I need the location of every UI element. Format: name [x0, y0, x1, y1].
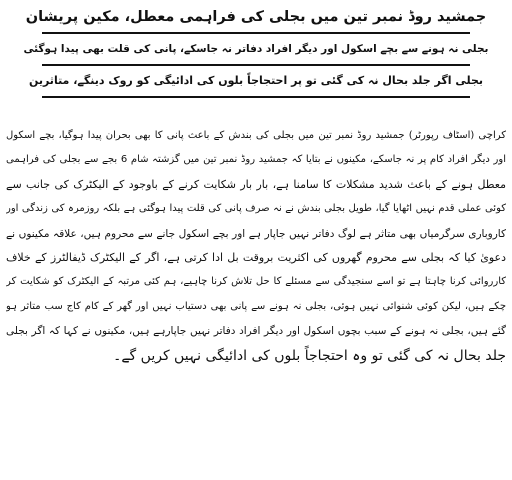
headline-divider-2	[42, 64, 470, 66]
body-line: چکے ہیں، لیکن کوئی شنوائی نہیں ہوئی، بجلی نہ ہونے سے پانی بھی دستیاب نہیں اور گھر کے کام کاج سب متاثر ہو	[6, 300, 506, 312]
headline-main: جمشید روڈ نمبر تین میں بجلی کی فراہمی معطل، مکین پریشان	[25, 9, 487, 25]
body-line: کوئی عملی قدم نہیں اٹھایا گیا، طویل بجلی بندش نے نہ صرف پانی کی قلت پیدا ہوگئی ہے بلکہ روزمرہ کی زندگی اور	[6, 203, 506, 215]
headline-divider-3	[42, 96, 470, 98]
article-body	[6, 124, 506, 368]
body-line: دعویٰ کیا کہ بجلی سے محروم گھروں کی اکثریت بروقت بل ادا کرتی ہے، اگر کے الیکٹرک ڈیفالٹرز کے خلاف	[6, 251, 506, 265]
body-line: کاروباری سرگرمیاں بھی متاثر ہے لوگ دفاتر نہیں جاپار ہے اور بچے اسکول جانے سے محروم ہیں، علاقہ مکینوں نے	[6, 227, 506, 240]
body-line: معطل ہونے کے باعث شدید مشکلات کا سامنا ہے، بار بار شکایت کرنے کے باوجود کے الیکٹرک کی جانب سے	[6, 177, 506, 191]
body-line-last: جلد بحال نہ کی گئی تو وہ احتجاجاً بلوں کی ادائیگی نہیں کریں گے۔	[113, 347, 506, 364]
body-line: کراچی (اسٹاف رپورٹر) جمشید روڈ نمبر تین میں بجلی کی بندش کے باعث پانی کا بھی بحران پیدا ہوگیا، بچے اسکول	[6, 130, 506, 141]
body-line: کارروائی کرنا چاہتا ہے تو اسے سنجیدگی سے مسئلے کا حل تلاش کرنا چاہیے، ہم کئی مرتبہ کے الیکٹرک کو شکایت کر	[6, 276, 506, 288]
headline-block	[20, 4, 492, 100]
body-line: اور دیگر افراد کام پر نہ جاسکے، مکینوں نے بتایا کہ جمشید روڈ نمبر تین میں گزشتہ شام 6 بجے سے بجلی کی فراہمی	[6, 154, 506, 166]
headline-sub-1: بجلی نہ ہونے سے بچے اسکول اور دیگر افراد دفاتر نہ جاسکے، پانی کی قلت بھی پیدا ہوگئی	[23, 43, 489, 55]
body-line: گئے ہیں، بجلی نہ ہونے کے سبب بچوں اسکول اور دیگر افراد دفاتر نہیں جاپارہے ہیں، مکینوں نے کہا کہ اگر بجلی	[6, 325, 506, 338]
headline-divider-1	[42, 32, 470, 34]
headline-sub-2: بجلی اگر جلد بحال نہ کی گئی تو پر احتجاجاً بلوں کی ادائیگی کو روک دینگے، متاثرین	[28, 74, 484, 87]
